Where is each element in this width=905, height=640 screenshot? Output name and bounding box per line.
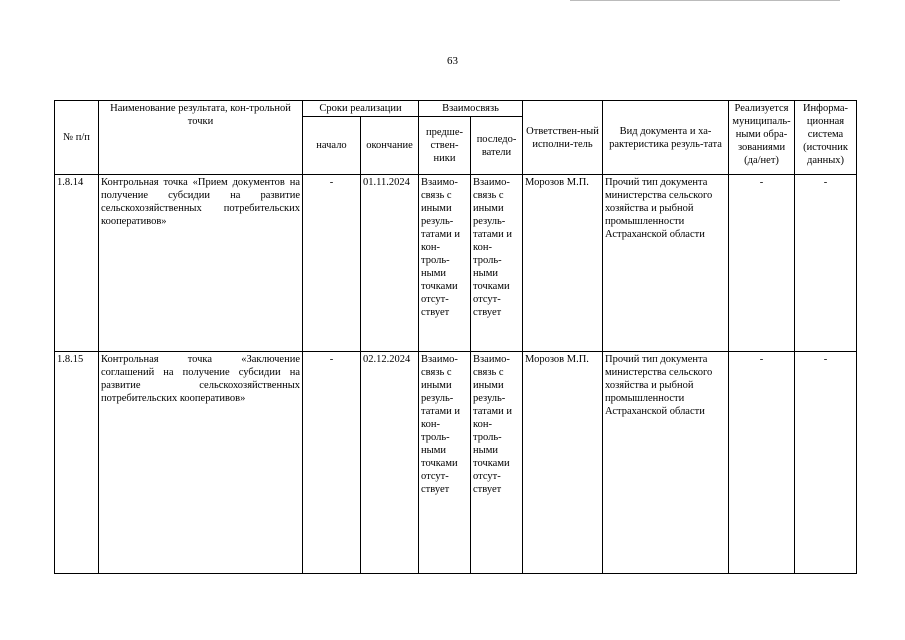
row-name: Контрольная точка «Заключение соглашений на получение субсидии на развитие сельскохозяйственных потребительских кооперативов» — [99, 351, 303, 574]
table-row — [55, 175, 857, 351]
row-municipal: - — [729, 175, 795, 351]
row-predecessor: Взаимо-связь с иными резуль-татами и кон-троль-ными точками отсут-ствует — [419, 175, 471, 351]
table-row — [55, 351, 857, 574]
row-end: 02.12.2024 — [361, 351, 419, 574]
scan-edge-line — [570, 0, 840, 2]
page-number: 63 — [447, 55, 458, 67]
header-successor: последо-ватели — [471, 117, 523, 175]
row-municipal: - — [729, 351, 795, 574]
row-info-system: - — [795, 351, 857, 574]
header-info-system: Информа-ционная система (источник данных) — [795, 101, 857, 175]
table-header-row — [55, 101, 857, 117]
header-end: окончание — [361, 117, 419, 175]
row-start: - — [303, 351, 361, 574]
header-name: Наименование результата, кон-трольной точки — [99, 101, 303, 175]
row-end: 01.11.2024 — [361, 175, 419, 351]
row-responsible: Морозов М.П. — [523, 175, 603, 351]
header-start: начало — [303, 117, 361, 175]
row-doc-type: Прочий тип документа министерства сельского хозяйства и рыбной промышленности Астраханской области — [603, 351, 729, 574]
header-relation: Взаимосвязь — [419, 101, 523, 117]
header-responsible: Ответствен-ный исполни-тель — [523, 101, 603, 175]
row-predecessor: Взаимо-связь с иными резуль-татами и кон-троль-ными точками отсут-ствует — [419, 351, 471, 574]
header-terms: Сроки реализации — [303, 101, 419, 117]
control-points-table — [54, 100, 857, 574]
header-num: № п/п — [55, 101, 99, 175]
row-responsible: Морозов М.П. — [523, 351, 603, 574]
row-start: - — [303, 175, 361, 351]
row-info-system: - — [795, 175, 857, 351]
row-doc-type: Прочий тип документа министерства сельского хозяйства и рыбной промышленности Астраханской области — [603, 175, 729, 351]
row-successor: Взаимо-связь с иными резуль-татами и кон-троль-ными точками отсут-ствует — [471, 175, 523, 351]
row-successor: Взаимо-связь с иными резуль-татами и кон-троль-ными точками отсут-ствует — [471, 351, 523, 574]
header-municipal: Реализуется муниципаль-ными обра-зованиями (да/нет) — [729, 101, 795, 175]
row-num: 1.8.15 — [55, 351, 99, 574]
row-name: Контрольная точка «Прием документов на получение субсидии на развитие сельскохозяйственных потребительских кооперативов» — [99, 175, 303, 351]
header-doc-type: Вид документа и ха-рактеристика резуль-тата — [603, 101, 729, 175]
row-num: 1.8.14 — [55, 175, 99, 351]
header-predecessor: предше-ствен-ники — [419, 117, 471, 175]
